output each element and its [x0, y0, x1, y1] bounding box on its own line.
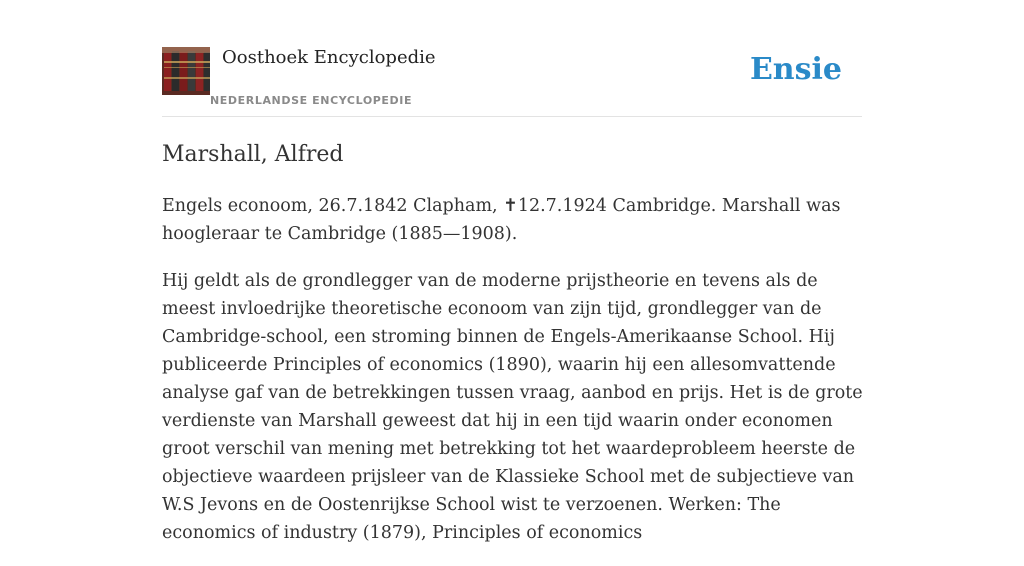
- encyclopedia-avatar[interactable]: [162, 47, 210, 95]
- entry-paragraph-intro: Engels econoom, 26.7.1842 Clapham, ✝12.7.1924 Cambridge. Marshall was hoogleraar te Cambridge (1885—1908).: [162, 196, 841, 244]
- entry-title: Marshall, Alfred: [162, 142, 344, 167]
- site-title[interactable]: Oosthoek Encyclopedie: [222, 47, 436, 68]
- entry-paragraph-body: Hij geldt als de grondlegger van de moderne prijstheorie en tevens als de meest invloedrijke theoretische econoom van zijn tijd, grondlegger van de Cambridge-school, een stroming binnen de Engels-Amerikaanse School. Hij publiceerde Principles of economics (1890), waarin hij een allesomvattende analyse gaf van de betrekkingen tussen vraag, aanbod en prijs. Het is de grote verdienste van Marshall geweest dat hij in een tijd waarin onder economen groot verschil van mening met betrekking tot het waardeprobleem heerste de objectieve waardeen prijsleer van de Klassieke School met de subjectieve van W.S Jevons en de Oostenrijkse School wist te verzoenen. Werken: The economics of industry (1879), Principles of economics: [162, 271, 863, 543]
- encyclopedia-books-image: [162, 47, 210, 95]
- ensie-logo-link[interactable]: Ensie: [749, 52, 842, 87]
- entry-content: [162, 192, 868, 566]
- site-header: [162, 46, 862, 117]
- site-subtitle: NEDERLANDSE ENCYCLOPEDIE: [210, 94, 413, 107]
